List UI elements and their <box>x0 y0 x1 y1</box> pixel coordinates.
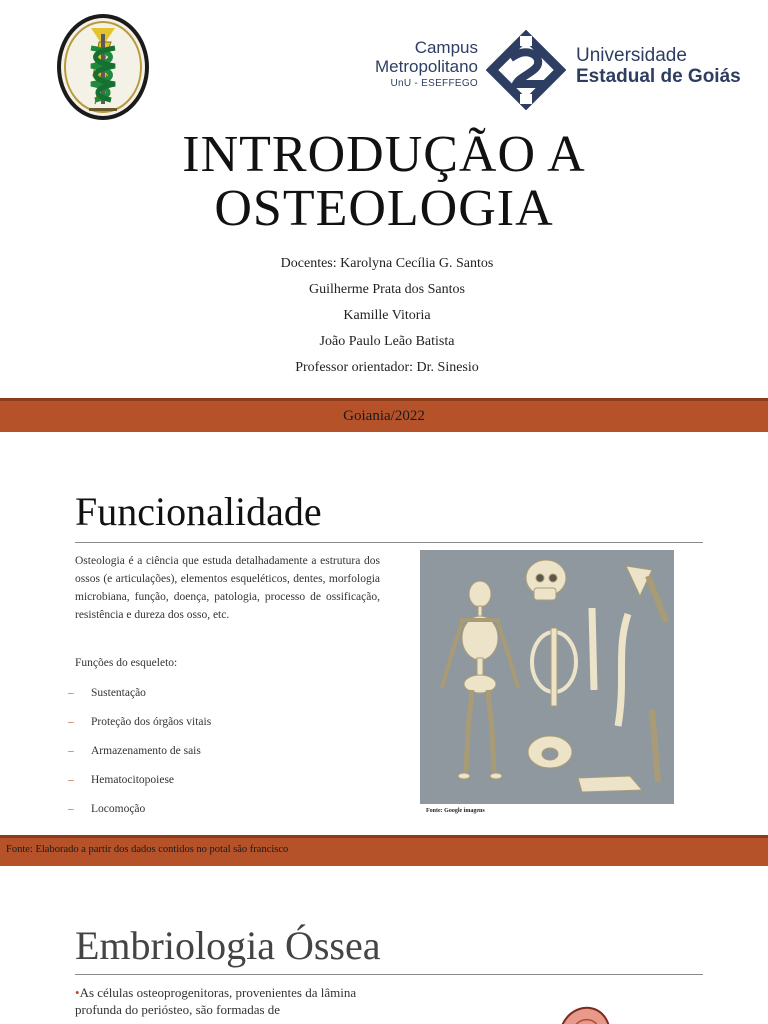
source-band <box>0 835 768 866</box>
title-line-2: OSTEOLOGIA <box>214 180 554 237</box>
university-logo-text <box>576 46 741 88</box>
physiotherapy-seal-logo <box>55 12 151 122</box>
title-line-1: INTRODUÇÃO A <box>182 126 586 183</box>
list-item: – Locomoção <box>68 803 146 815</box>
functionality-slide <box>0 432 768 866</box>
presentation-title <box>0 128 768 236</box>
teacher-line: Guilherme Prata dos Santos <box>309 282 465 297</box>
campus-unit: UnU - ESEFFEGO <box>390 78 478 89</box>
function-label: Sustentação <box>91 687 146 699</box>
campus-logo-text <box>360 38 478 92</box>
functions-list <box>68 684 211 829</box>
slide-title: Funcionalidade <box>75 489 322 534</box>
source-note: Fonte: Elaborado a partir dos dados contidos no potal são francisco <box>6 844 289 855</box>
university-label: Universidade <box>576 45 687 66</box>
city-year: Goiania/2022 <box>343 408 425 424</box>
functions-heading: Funções do esqueleto: <box>75 657 178 669</box>
teacher-line: João Paulo Leão Batista <box>319 334 455 349</box>
list-item: – Sustentação <box>68 687 146 699</box>
function-label: Armazenamento de sais <box>91 745 201 757</box>
bone-illustration <box>556 1002 612 1024</box>
title-slide <box>0 0 768 432</box>
embryology-slide <box>0 866 768 1024</box>
teachers-list <box>0 251 768 381</box>
title-divider <box>75 974 703 975</box>
function-label: Locomoção <box>91 803 146 815</box>
university-name: Estadual de Goiás <box>576 66 741 87</box>
list-item: – Armazenamento de sais <box>68 745 201 757</box>
image-caption: Fonte: Google imagens <box>426 808 485 814</box>
list-item: – Hematocitopoiese <box>68 774 175 786</box>
campus-name: Metropolitano <box>374 57 478 76</box>
slide-title: Embriologia Óssea <box>75 923 381 968</box>
skeleton-illustration <box>420 550 674 804</box>
osteology-definition: Osteologia é a ciência que estuda detalhadamente a estrutura dos ossos (e articulações), elementos esqueléticos, dentes, morfologia microbiana, função, doença, patologia, processo de ossificação, resistência e dureza dos osso, etc. <box>75 555 380 621</box>
campus-label: Campus <box>414 38 478 57</box>
function-label: Hematocitopoiese <box>91 774 175 786</box>
function-label: Proteção dos órgãos vitais <box>91 716 212 728</box>
advisor-line: Professor orientador: Dr. Sinesio <box>295 360 479 375</box>
embryology-text: As células osteoprogenitoras, provenientes da lâmina profunda do periósteo, são formadas de <box>75 985 357 1017</box>
footer-band <box>0 398 768 432</box>
teacher-line: Docentes: Karolyna Cecília G. Santos <box>280 256 494 271</box>
embryology-paragraph <box>75 984 375 1018</box>
teacher-line: Kamille Vitoria <box>343 308 431 323</box>
list-item: – Proteção dos órgãos vitais <box>68 716 212 728</box>
bullet-icon: • <box>75 985 80 1000</box>
ueg-logo-mark <box>486 30 566 110</box>
title-divider <box>75 542 703 543</box>
